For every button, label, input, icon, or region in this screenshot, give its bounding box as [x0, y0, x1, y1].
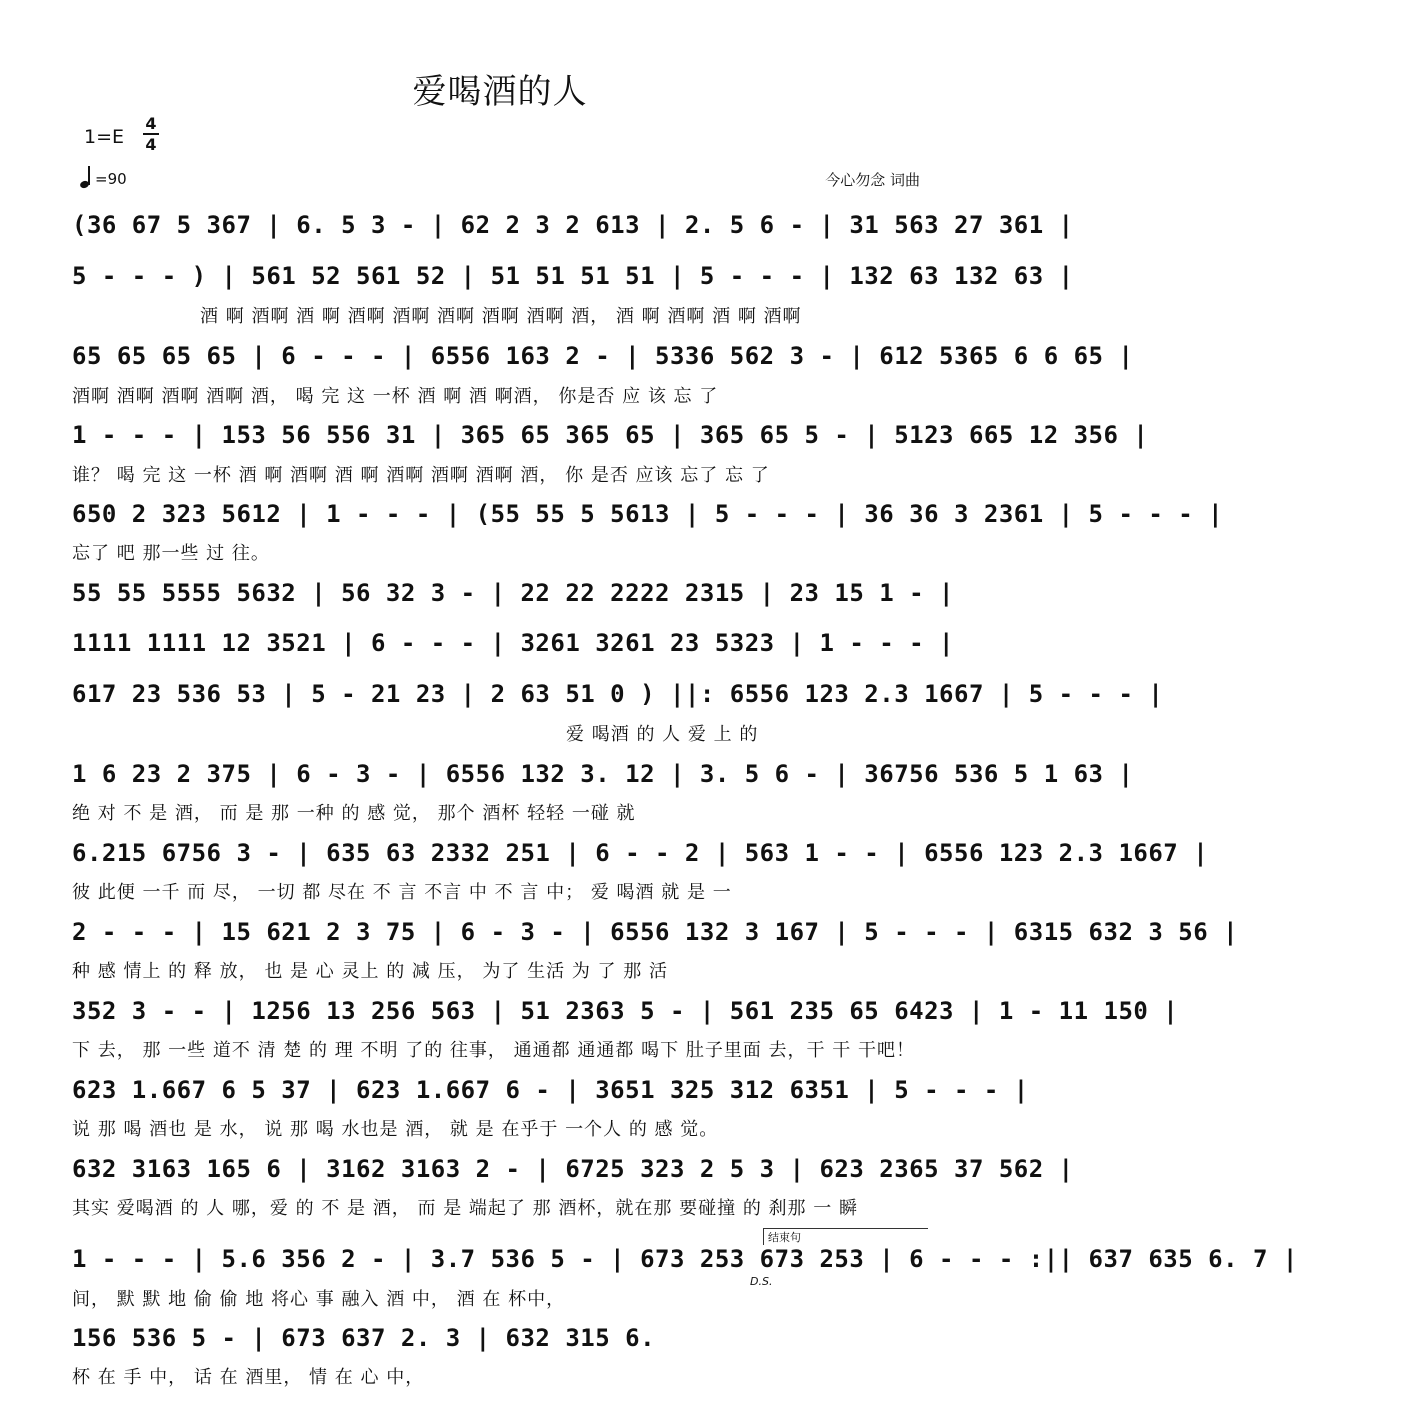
- score-lyrics-line: 忘了 吧 那一些 过 往。: [72, 543, 270, 564]
- end-phrase-marker: 结束句: [763, 1228, 928, 1245]
- score-lyrics-line: 杯 在 手 中， 话 在 酒里， 情 在 心 中，: [72, 1367, 425, 1388]
- author-credit: 今心勿念 词曲: [825, 171, 920, 189]
- time-sig-bottom: 4: [145, 135, 157, 154]
- score-notes-line: 1 - - - | 5.6 356 2 - | 3.7 536 5 - | 673 253 673 253 | 6 - - - :|| 637 635 6. 7 |: [72, 1245, 1298, 1273]
- quarter-note-icon: [80, 166, 92, 188]
- score-notes-line: 1 6 23 2 375 | 6 - 3 - | 6556 132 3. 12 | 3. 5 6 - | 36756 536 5 1 63 |: [72, 760, 1134, 788]
- score-lyrics-line: 说 那 喝 酒也 是 水， 说 那 喝 水也是 酒， 就 是 在乎于 一个人 的 感 觉。: [72, 1119, 719, 1140]
- score-lyrics-line: 间， 默 默 地 偷 偷 地 将心 事 融入 酒 中， 酒 在 杯中，: [72, 1289, 566, 1310]
- score-notes-line: (36 67 5 367 | 6. 5 3 - | 62 2 3 2 613 | 2. 5 6 - | 31 563 27 361 |: [72, 211, 1074, 239]
- score-lyrics-line: 谁？ 喝 完 这 一杯 酒 啊 酒啊 酒 啊 酒啊 酒啊 酒啊 酒， 你 是否 应该 忘了 忘 了: [72, 465, 770, 486]
- tempo-marking: [80, 166, 127, 188]
- score-notes-line: 2 - - - | 15 621 2 3 75 | 6 - 3 - | 6556 132 3 167 | 5 - - - | 6315 632 3 56 |: [72, 918, 1239, 946]
- page-title: 爱喝酒的人: [412, 72, 588, 112]
- score-lyrics-line: 酒 啊 酒啊 酒 啊 酒啊 酒啊 酒啊 酒啊 酒啊 酒， 酒 啊 酒啊 酒 啊 酒啊: [200, 306, 802, 327]
- score-notes-line: 623 1.667 6 5 37 | 623 1.667 6 - | 3651 325 312 6351 | 5 - - - |: [72, 1076, 1029, 1104]
- score-notes-line: 352 3 - - | 1256 13 256 563 | 51 2363 5 - | 561 235 65 6423 | 1 - 11 150 |: [72, 997, 1179, 1025]
- score-lyrics-line: 其实 爱喝酒 的 人 哪，爱 的 不 是 酒， 而 是 端起了 那 酒杯，就在那 要碰撞 的 刹那 一 瞬: [72, 1198, 858, 1219]
- score-lyrics-line: 爱 喝酒 的 人 爱 上 的: [566, 724, 759, 745]
- time-signature: [141, 114, 161, 154]
- tempo-value: =90: [95, 170, 127, 188]
- score-notes-line: 55 55 5555 5632 | 56 32 3 - | 22 22 2222 2315 | 23 15 1 - |: [72, 579, 955, 607]
- score-notes-line: 1 - - - | 153 56 556 31 | 365 65 365 65 | 365 65 5 - | 5123 665 12 356 |: [72, 421, 1149, 449]
- score-notes-line: 156 536 5 - | 673 637 2. 3 | 632 315 6.: [72, 1324, 656, 1352]
- score-lyrics-line: 彼 此便 一千 而 尽， 一切 都 尽在 不 言 不言 中 不 言 中； 爱 喝酒 就 是 一: [72, 882, 732, 903]
- score-notes-line: 650 2 323 5612 | 1 - - - | (55 55 5 5613 | 5 - - - | 36 36 3 2361 | 5 - - - |: [72, 500, 1224, 528]
- score-lyrics-line: 下 去， 那 一些 道不 清 楚 的 理 不明 了的 往事， 通通都 通通都 喝下 肚子里面 去，干 干 干吧！: [72, 1040, 915, 1061]
- score-notes-line: 632 3163 165 6 | 3162 3163 2 - | 6725 323 2 5 3 | 623 2365 37 562 |: [72, 1155, 1074, 1183]
- score-notes-line: 5 - - - ) | 561 52 561 52 | 51 51 51 51 | 5 - - - | 132 63 132 63 |: [72, 262, 1074, 290]
- score-lyrics-line: 种 感 情上 的 释 放， 也 是 心 灵上 的 减 压， 为了 生活 为 了 那 活: [72, 961, 668, 982]
- score-notes-line: 1111 1111 12 3521 | 6 - - - | 3261 3261 23 5323 | 1 - - - |: [72, 629, 955, 657]
- key-signature: 1=E: [84, 126, 125, 148]
- ds-marker: D.S.: [750, 1275, 773, 1288]
- score-notes-line: 6.215 6756 3 - | 635 63 2332 251 | 6 - - 2 | 563 1 - - | 6556 123 2.3 1667 |: [72, 839, 1209, 867]
- score-lyrics-line: 酒啊 酒啊 酒啊 酒啊 酒， 喝 完 这 一杯 酒 啊 酒 啊酒， 你是否 应 该 忘 了: [72, 386, 719, 407]
- score-lyrics-line: 绝 对 不 是 酒， 而 是 那 一种 的 感 觉， 那个 酒杯 轻轻 一碰 就: [72, 803, 636, 824]
- time-sig-top: 4: [145, 114, 157, 133]
- score-notes-line: 617 23 536 53 | 5 - 21 23 | 2 63 51 0 ) ||: 6556 123 2.3 1667 | 5 - - - |: [72, 680, 1164, 708]
- score-notes-line: 65 65 65 65 | 6 - - - | 6556 163 2 - | 5336 562 3 - | 612 5365 6 6 65 |: [72, 342, 1134, 370]
